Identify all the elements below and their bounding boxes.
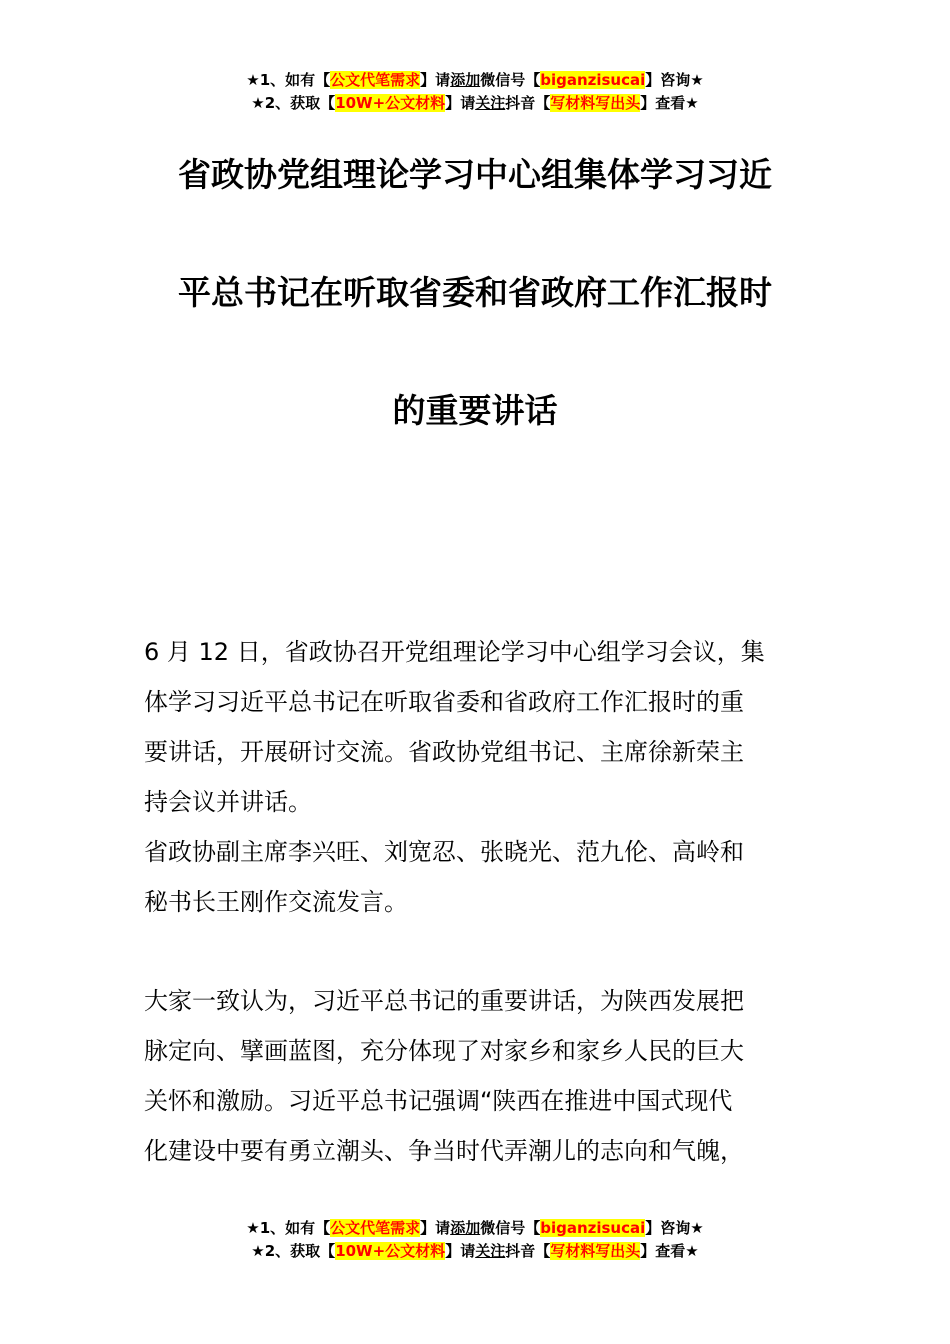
- banner-text: 抖音【: [505, 1242, 551, 1260]
- body-line: 持会议并讲话。: [144, 788, 312, 816]
- body-line: 要讲话，开展研讨交流。省政协党组书记、主席徐新荣主: [144, 738, 744, 766]
- banner-line-1: [0, 1217, 950, 1240]
- body-line: 6 月 12 日，省政协召开党组理论学习中心组学习会议，集: [144, 638, 765, 666]
- body-line: 省政协副主席李兴旺、刘宽忍、张晓光、范九伦、高岭和: [144, 838, 744, 866]
- document-body: [144, 632, 809, 1181]
- banner-underline: 添加: [450, 71, 481, 89]
- footer-banner: [0, 1217, 950, 1263]
- banner-highlight: biganzisucai: [540, 71, 646, 89]
- paragraph-gap: [144, 932, 809, 981]
- banner-highlight: 公文代笔需求: [330, 1219, 421, 1237]
- banner-highlight: 10W+公文材料: [335, 1242, 446, 1260]
- banner-text: 】查看★: [640, 94, 699, 112]
- title-line-3: 的重要讲话: [392, 391, 558, 430]
- document-title: [0, 145, 950, 499]
- banner-text: 】请: [420, 1219, 451, 1237]
- body-line: 秘书长王刚作交流发言。: [144, 888, 408, 916]
- banner-line-2: [0, 92, 950, 115]
- banner-highlight: 10W+公文材料: [335, 94, 446, 112]
- body-line: 大家一致认为，习近平总书记的重要讲话，为陕西发展把: [144, 987, 744, 1015]
- banner-highlight: biganzisucai: [540, 1219, 646, 1237]
- banner-text: 】咨询★: [645, 71, 704, 89]
- banner-text: 】请: [445, 94, 476, 112]
- title-line-1: 省政协党组理论学习中心组集体学习习近: [178, 155, 772, 194]
- banner-highlight: 公文代笔需求: [330, 71, 421, 89]
- banner-line-2: [0, 1240, 950, 1263]
- body-line: 关怀和激励。习近平总书记强调“陕西在推进中国式现代: [144, 1087, 733, 1115]
- banner-text: 】咨询★: [645, 1219, 704, 1237]
- banner-text: ★2、获取【: [251, 1242, 336, 1260]
- banner-text: 微信号【: [480, 1219, 541, 1237]
- banner-underline: 关注: [475, 94, 506, 112]
- banner-line-1: [0, 69, 950, 92]
- banner-text: ★2、获取【: [251, 94, 336, 112]
- banner-highlight: 写材料写出头: [550, 94, 641, 112]
- banner-text: 】请: [445, 1242, 476, 1260]
- banner-text: 】请: [420, 71, 451, 89]
- banner-highlight: 写材料写出头: [550, 1242, 641, 1260]
- banner-text: 微信号【: [480, 71, 541, 89]
- body-line: 化建设中要有勇立潮头、争当时代弄潮儿的志向和气魄，: [144, 1137, 744, 1165]
- banner-underline: 关注: [475, 1242, 506, 1260]
- banner-text: ★1、如有【: [246, 71, 331, 89]
- body-line: 脉定向、擘画蓝图，充分体现了对家乡和家乡人民的巨大: [144, 1037, 744, 1065]
- banner-text: 】查看★: [640, 1242, 699, 1260]
- banner-underline: 添加: [450, 1219, 481, 1237]
- title-line-2: 平总书记在听取省委和省政府工作汇报时: [178, 273, 772, 312]
- body-line: 体学习习近平总书记在听取省委和省政府工作汇报时的重: [144, 688, 744, 716]
- banner-text: 抖音【: [505, 94, 551, 112]
- banner-text: ★1、如有【: [246, 1219, 331, 1237]
- header-banner: [0, 69, 950, 115]
